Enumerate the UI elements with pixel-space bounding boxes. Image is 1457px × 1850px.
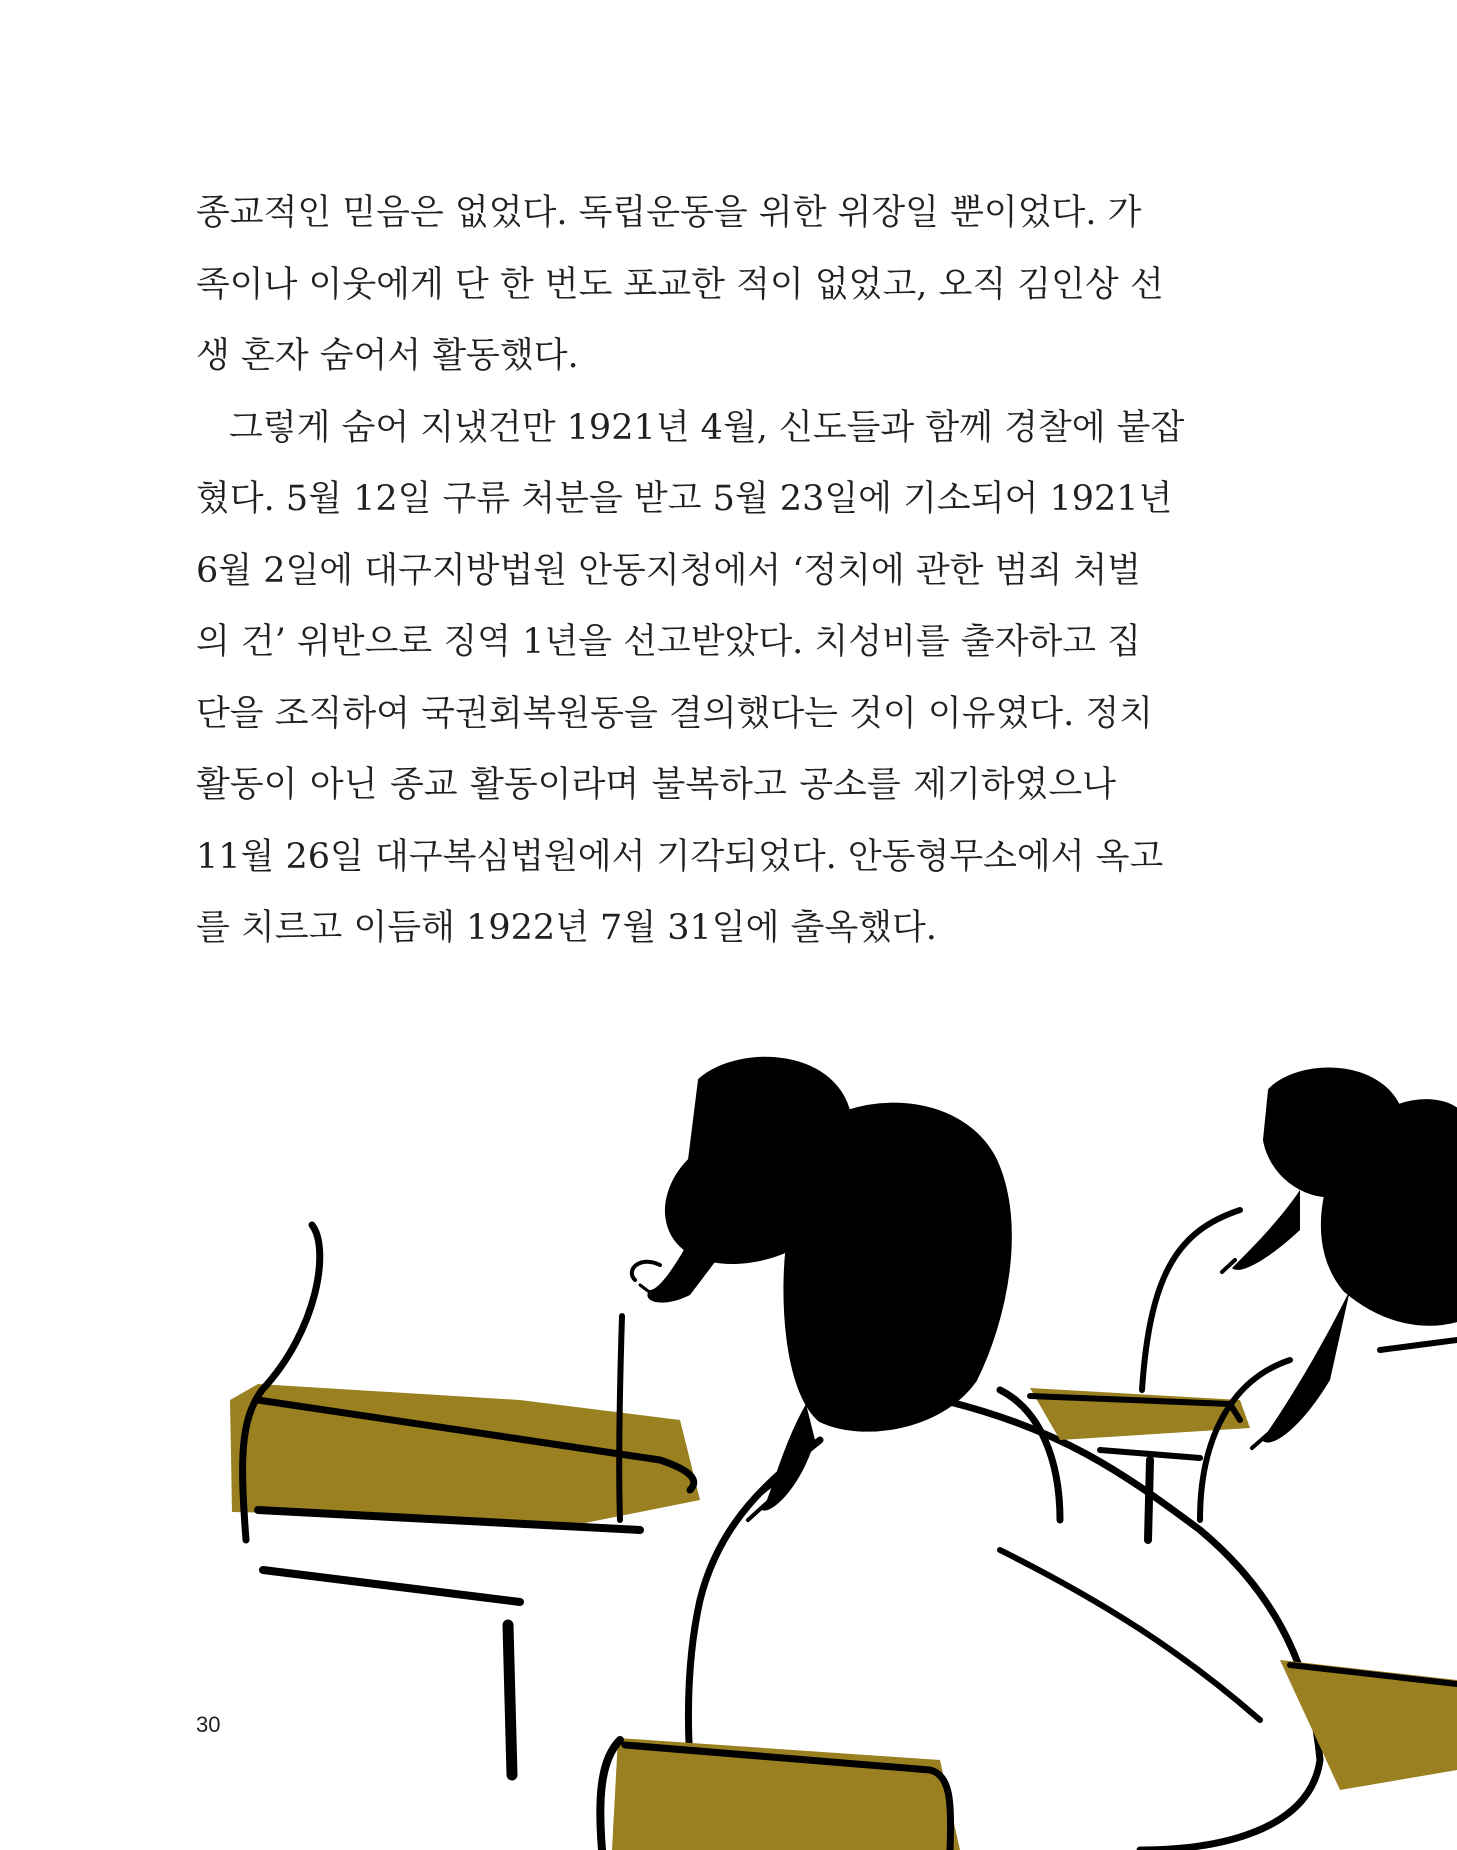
paragraph-1 [196, 178, 1164, 393]
text-line: 종교적인 믿음은 없었다. 독립운동을 위한 위장일 뿐이었다. 가 [196, 193, 1142, 233]
body-text [196, 178, 1185, 965]
left-desk [230, 1225, 700, 1775]
text-line: 를 치르고 이듬해 1922년 7월 31일에 출옥했다. [196, 908, 937, 948]
text-line: 단을 조직하여 국권회복원동을 결의했다는 것이 이유였다. 정치 [196, 693, 1153, 734]
text-line: 11월 26일 대구복심법원에서 기각되었다. 안동형무소에서 옥고 [196, 836, 1164, 877]
text-line: 혔다. 5월 12일 구류 처분을 받고 5월 23일에 기소되어 1921년 [196, 479, 1173, 519]
text-line: 6월 2일에 대구지방법원 안동지청에서 ‘정치에 관한 범죄 처벌 [196, 550, 1141, 591]
page-number: 30 [196, 1712, 221, 1737]
text-line: 족이나 이웃에게 단 한 번도 포교한 적이 없었고, 오직 김인상 선 [196, 264, 1164, 305]
right-desk [1280, 1660, 1457, 1790]
text-line: 그렇게 숨어 지냈건만 1921년 4월, 신도들과 함께 경찰에 붙잡 [229, 407, 1185, 448]
paragraph-2 [196, 393, 1185, 965]
text-line: 생 혼자 숨어서 활동했다. [196, 336, 579, 376]
text-line: 의 건’ 위반으로 징역 1년을 선고받았다. 치성비를 출자하고 집 [196, 622, 1141, 662]
front-chair [600, 1738, 960, 1850]
text-line: 활동이 아닌 종교 활동이라며 불복하고 공소를 제기하였으나 [196, 765, 1116, 805]
